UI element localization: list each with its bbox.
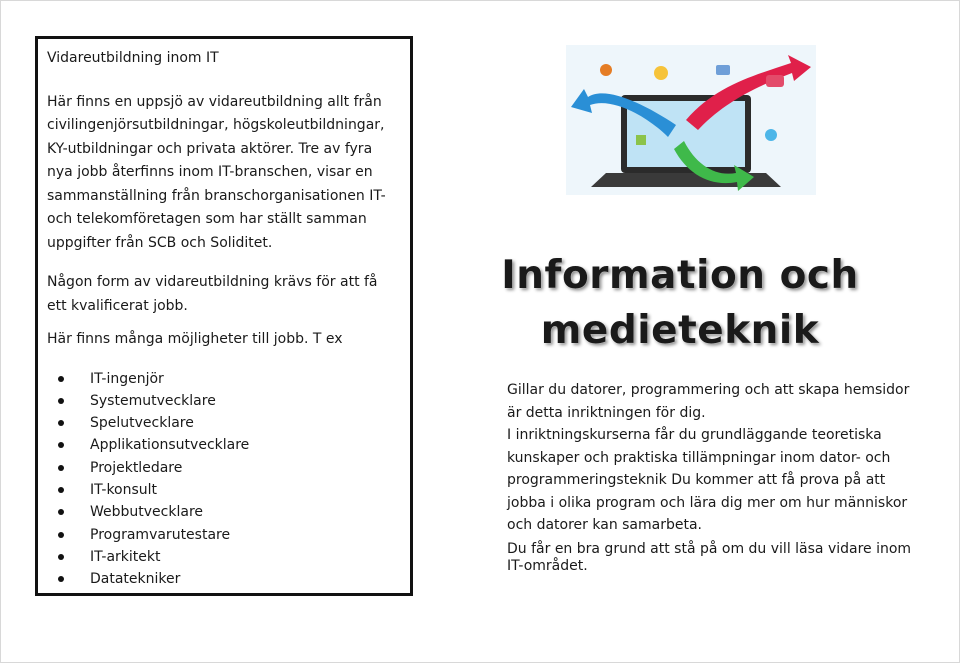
job-list	[47, 368, 400, 591]
headline	[480, 248, 880, 358]
job-label: IT-arkitekt	[90, 548, 161, 565]
bullet-icon	[58, 576, 64, 582]
bullet-icon	[58, 420, 64, 426]
job-label: Projektledare	[90, 459, 183, 476]
bullet-icon	[58, 487, 64, 493]
list-item	[57, 524, 400, 546]
globe-icon	[765, 129, 777, 141]
job-label: Programvarutestare	[90, 526, 231, 543]
list-item	[57, 390, 400, 412]
laptop-icon	[566, 45, 816, 195]
list-item	[57, 434, 400, 456]
bullet-icon	[58, 465, 64, 471]
job-label: Systemutvecklare	[90, 392, 216, 409]
bullet-icon	[58, 509, 64, 515]
list-item	[57, 568, 400, 590]
intro-paragraph: Här finns en uppsjö av vidareutbildning allt från civilingenjörsutbildningar, högskoleutbildningar, KY-utbildningar och privata aktörer. Tre av fyra nya jobb återfinns inom IT-branschen, visar en sammanställning från branschorganisationen IT- och telekomföretagen som har ställt samman uppgifter från SCB och Soliditet.	[47, 93, 386, 251]
laptop-illustration	[566, 45, 816, 195]
requirement-paragraph: Någon form av vidareutbildning krävs för att få ett kvalificerat jobb.	[47, 274, 378, 314]
laptop-keyboard	[591, 173, 781, 187]
job-label: Spelutvecklare	[90, 415, 194, 432]
list-item	[57, 546, 400, 568]
job-label: Datatekniker	[90, 571, 181, 588]
bullet-icon	[58, 376, 64, 382]
list-item	[57, 412, 400, 434]
list-item	[57, 479, 400, 501]
headline-line-2: medieteknik	[540, 308, 820, 354]
job-label: Applikationsutvecklare	[90, 437, 250, 454]
further-education-box	[35, 36, 413, 596]
bullet-icon	[58, 398, 64, 404]
opportunities-paragraph: Här finns många möjligheter till jobb. T ex	[47, 331, 343, 347]
chat-icon	[716, 65, 730, 75]
description-paragraph-2: I inriktningskurserna får du grundläggande teoretiska kunskaper och praktiska tillämpningar inom dator- och programmeringsteknik Du kommer att få prova på att jobba i olika program och lära dig mer om hur människor och datorer kan samarbeta.	[507, 427, 908, 533]
job-label: Webbutvecklare	[90, 504, 204, 521]
job-label: IT-ingenjör	[90, 370, 164, 387]
list-item	[57, 368, 400, 390]
program-description	[507, 379, 927, 575]
box-title: Vidareutbildning inom IT	[47, 50, 219, 66]
message-icon	[766, 75, 784, 87]
bullet-icon	[58, 442, 64, 448]
bullet-icon	[58, 554, 64, 560]
description-paragraph-1: Gillar du datorer, programmering och att skapa hemsidor är detta inriktningen för dig.	[507, 382, 910, 421]
app-icon	[636, 135, 646, 145]
job-label: IT-konsult	[90, 481, 158, 498]
list-item	[57, 501, 400, 523]
headline-line-1: Information och	[501, 253, 859, 299]
list-item	[57, 457, 400, 479]
dollar-icon	[600, 64, 612, 76]
bullet-icon	[58, 532, 64, 538]
smiley-icon	[654, 66, 668, 80]
description-paragraph-3: Du får en bra grund att stå på om du vill läsa vidare inom IT-området.	[507, 540, 912, 574]
